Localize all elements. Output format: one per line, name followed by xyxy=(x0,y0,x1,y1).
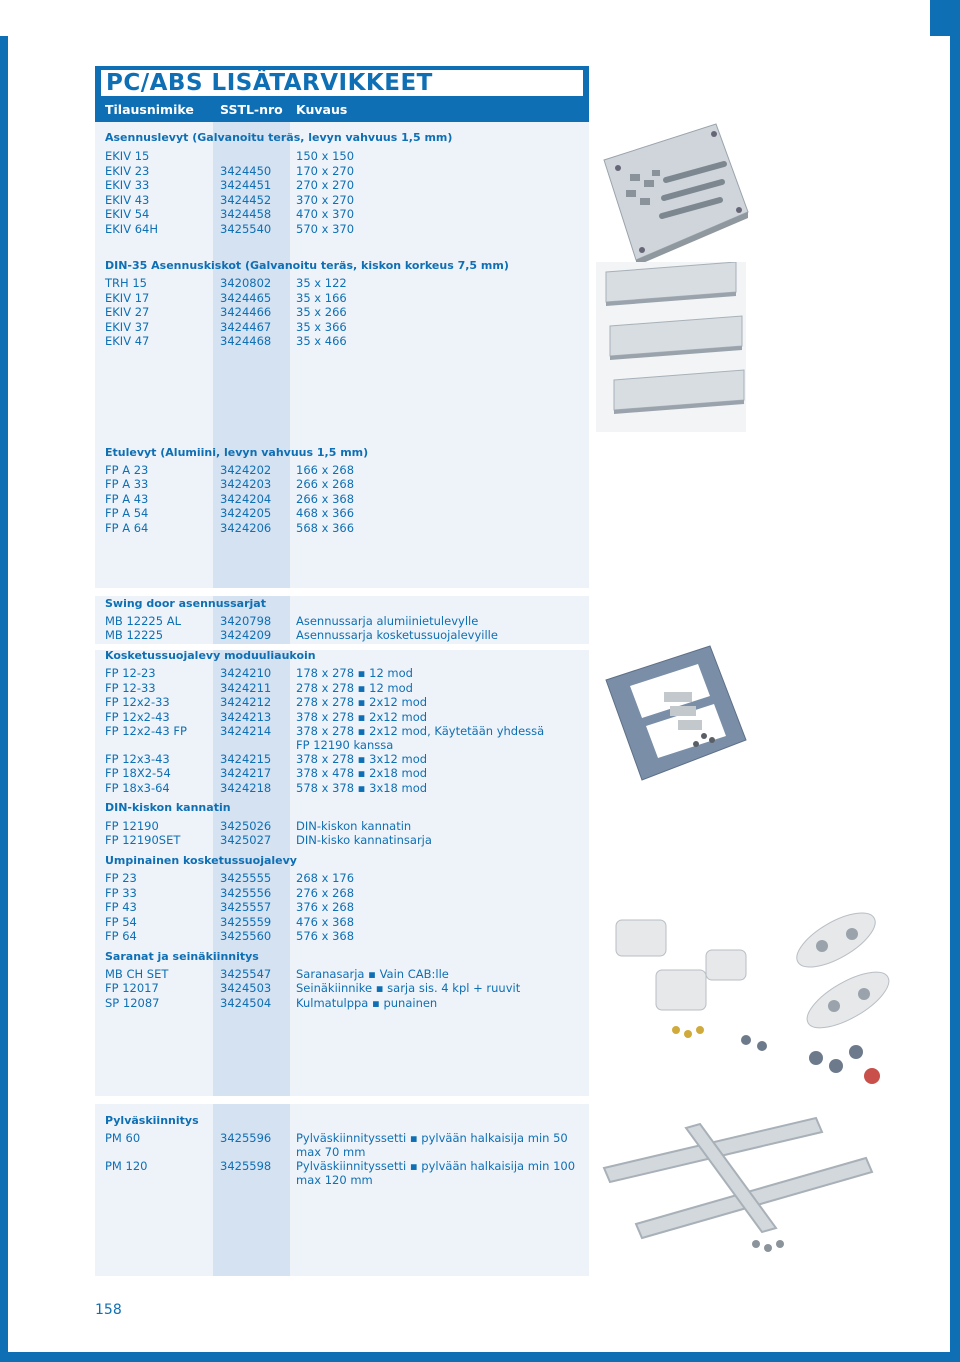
description-cell: 578 x 378 ▪ 3x18 mod xyxy=(296,781,428,795)
sstl-number-cell: 3424203 xyxy=(220,477,272,491)
description-cell: 35 x 166 xyxy=(296,291,347,305)
sstl-number-cell: 3424206 xyxy=(220,521,272,535)
touch-cover-plate-photo xyxy=(600,640,750,790)
description-cell: Asennussarja alumiinietulevylle xyxy=(296,614,479,628)
sstl-number-cell: 3424211 xyxy=(220,681,272,695)
sstl-number-cell: 3424202 xyxy=(220,463,272,477)
sstl-number-cell: 3424218 xyxy=(220,781,272,795)
sstl-number-cell: 3424450 xyxy=(220,164,272,178)
description-cell: Seinäkiinnike ▪ sarja sis. 4 kpl + ruuvit xyxy=(296,981,521,995)
page-border-right xyxy=(950,0,960,1362)
header-sstl-number: SSTL-nro xyxy=(220,102,283,117)
description-cell: 370 x 270 xyxy=(296,193,355,207)
sstl-number-cell: 3425596 xyxy=(220,1131,272,1145)
sstl-number-cell: 3425540 xyxy=(220,222,272,236)
description-cell: Pylväskiinnityssetti ▪ pylvään halkaisija min 100 xyxy=(296,1159,576,1173)
order-number-cell: PM 60 xyxy=(105,1131,141,1145)
description-cell: DIN-kisko kannatinsarja xyxy=(296,833,432,847)
sstl-number-cell: 3424209 xyxy=(220,628,272,642)
order-number-cell: EKIV 15 xyxy=(105,149,150,163)
description-cell: DIN-kiskon kannatin xyxy=(296,819,412,833)
description-cell: 178 x 278 ▪ 12 mod xyxy=(296,666,413,680)
description-cell: 468 x 366 xyxy=(296,506,355,520)
page-border-bottom xyxy=(0,1352,960,1362)
header-description: Kuvaus xyxy=(296,102,348,117)
description-cell: 266 x 368 xyxy=(296,492,355,506)
order-number-cell: EKIV 54 xyxy=(105,207,150,221)
description-cell: 270 x 270 xyxy=(296,178,355,192)
description-cell: 266 x 268 xyxy=(296,477,355,491)
pole-mounting-photo xyxy=(596,1108,896,1258)
description-cell: 378 x 278 ▪ 3x12 mod xyxy=(296,752,428,766)
sstl-number-cell: 3425547 xyxy=(220,967,272,981)
order-number-cell: FP 33 xyxy=(105,886,137,900)
order-number-cell: FP 18x3-64 xyxy=(105,781,170,795)
description-cell: 35 x 366 xyxy=(296,320,347,334)
sstl-number-cell: 3425027 xyxy=(220,833,272,847)
sstl-number-cell: 3424458 xyxy=(220,207,272,221)
order-number-cell: MB 12225 AL xyxy=(105,614,181,628)
sstl-number-cell: 3424466 xyxy=(220,305,272,319)
description-cell: 576 x 368 xyxy=(296,929,355,943)
description-cell: 276 x 268 xyxy=(296,886,355,900)
order-number-cell: FP A 54 xyxy=(105,506,149,520)
description-cell: FP 12190 kanssa xyxy=(296,738,394,752)
page-number: 158 xyxy=(95,1302,122,1318)
sstl-number-cell: 3424467 xyxy=(220,320,272,334)
order-number-cell: EKIV 17 xyxy=(105,291,150,305)
description-cell: 570 x 370 xyxy=(296,222,355,236)
order-number-cell: FP 12190 xyxy=(105,819,159,833)
sstl-number-cell: 3425026 xyxy=(220,819,272,833)
description-cell: 378 x 278 ▪ 2x12 mod, Käytetään yhdessä xyxy=(296,724,545,738)
order-number-cell: EKIV 33 xyxy=(105,178,150,192)
order-number-cell: FP 43 xyxy=(105,900,137,914)
sstl-number-cell: 3425556 xyxy=(220,886,272,900)
sstl-number-cell: 3424205 xyxy=(220,506,272,520)
order-number-cell: FP 12x2-43 FP xyxy=(105,724,187,738)
description-cell: Pylväskiinnityssetti ▪ pylvään halkaisija min 50 xyxy=(296,1131,568,1145)
sstl-number-cell: 3424503 xyxy=(220,981,272,995)
section-heading: Kosketussuojalevy moduuliaukoin xyxy=(105,649,316,662)
mounting-plate-photo xyxy=(596,120,754,270)
hinges-and-wall-brackets-photo xyxy=(596,880,906,1110)
sstl-number-cell: 3424468 xyxy=(220,334,272,348)
section-heading: Saranat ja seinäkiinnitys xyxy=(105,950,259,963)
page-border-left xyxy=(0,36,8,1362)
sstl-number-cell: 3425598 xyxy=(220,1159,272,1173)
sstl-number-cell: 3424465 xyxy=(220,291,272,305)
order-number-cell: FP A 43 xyxy=(105,492,149,506)
description-cell: 150 x 150 xyxy=(296,149,355,163)
sstl-number-cell: 3424217 xyxy=(220,766,272,780)
description-cell: 378 x 278 ▪ 2x12 mod xyxy=(296,710,428,724)
order-number-cell: FP 54 xyxy=(105,915,137,929)
sstl-number-cell: 3420798 xyxy=(220,614,272,628)
description-cell: 376 x 268 xyxy=(296,900,355,914)
description-cell: 170 x 270 xyxy=(296,164,355,178)
order-number-cell: TRH 15 xyxy=(105,276,147,290)
sstl-number-cell: 3424204 xyxy=(220,492,272,506)
order-number-cell: EKIV 23 xyxy=(105,164,150,178)
order-number-cell: FP 12-23 xyxy=(105,666,156,680)
description-cell: 476 x 368 xyxy=(296,915,355,929)
section-heading: DIN-kiskon kannatin xyxy=(105,801,231,814)
sstl-number-cell: 3425560 xyxy=(220,929,272,943)
order-number-cell: FP 12-33 xyxy=(105,681,156,695)
description-cell: 166 x 268 xyxy=(296,463,355,477)
order-number-cell: FP 12x3-43 xyxy=(105,752,170,766)
sstl-number-cell: 3424213 xyxy=(220,710,272,724)
order-number-cell: FP 64 xyxy=(105,929,137,943)
order-number-cell: FP 12017 xyxy=(105,981,159,995)
order-number-cell: MB 12225 xyxy=(105,628,164,642)
page-title: PC/ABS LISÄTARVIKKEET xyxy=(106,70,433,96)
sstl-number-cell: 3424451 xyxy=(220,178,272,192)
description-cell: 35 x 466 xyxy=(296,334,347,348)
description-cell: max 70 mm xyxy=(296,1145,366,1159)
description-cell: 268 x 176 xyxy=(296,871,355,885)
order-number-cell: EKIV 43 xyxy=(105,193,150,207)
header-order-number: Tilausnimike xyxy=(105,102,194,117)
order-number-cell: FP A 64 xyxy=(105,521,149,535)
order-number-cell: MB CH SET xyxy=(105,967,169,981)
order-number-cell: FP 18X2-54 xyxy=(105,766,171,780)
order-number-cell: SP 12087 xyxy=(105,996,160,1010)
section-heading: Etulevyt (Alumiini, levyn vahvuus 1,5 mm) xyxy=(105,446,369,459)
divider xyxy=(95,1096,589,1104)
description-cell: 35 x 266 xyxy=(296,305,347,319)
sstl-number-cell: 3424212 xyxy=(220,695,272,709)
section-heading: DIN-35 Asennuskiskot (Galvanoitu teräs, kiskon korkeus 7,5 mm) xyxy=(105,259,509,272)
order-number-cell: EKIV 37 xyxy=(105,320,150,334)
sstl-number-cell: 3425557 xyxy=(220,900,272,914)
description-cell: 378 x 478 ▪ 2x18 mod xyxy=(296,766,428,780)
description-cell: 35 x 122 xyxy=(296,276,347,290)
divider xyxy=(95,588,589,596)
section-heading: Asennuslevyt (Galvanoitu teräs, levyn vahvuus 1,5 mm) xyxy=(105,131,453,144)
description-cell: 278 x 278 ▪ 2x12 mod xyxy=(296,695,428,709)
sstl-number-cell: 3424214 xyxy=(220,724,272,738)
order-number-cell: FP 12x2-43 xyxy=(105,710,170,724)
description-cell: Asennussarja kosketussuojalevyille xyxy=(296,628,498,642)
description-cell: 278 x 278 ▪ 12 mod xyxy=(296,681,413,695)
order-number-cell: FP 12x2-33 xyxy=(105,695,170,709)
sstl-number-cell: 3425559 xyxy=(220,915,272,929)
sstl-number-cell: 3424215 xyxy=(220,752,272,766)
description-cell: max 120 mm xyxy=(296,1173,373,1187)
order-number-cell: EKIV 64H xyxy=(105,222,159,236)
section-heading: Swing door asennussarjat xyxy=(105,597,266,610)
sstl-number-cell: 3424452 xyxy=(220,193,272,207)
order-number-cell: FP A 33 xyxy=(105,477,149,491)
section-heading: Umpinainen kosketussuojalevy xyxy=(105,854,297,867)
sstl-number-cell: 3425555 xyxy=(220,871,272,885)
order-number-cell: PM 120 xyxy=(105,1159,148,1173)
order-number-cell: EKIV 27 xyxy=(105,305,150,319)
description-cell: Kulmatulppa ▪ punainen xyxy=(296,996,438,1010)
description-cell: 568 x 366 xyxy=(296,521,355,535)
sstl-number-cell: 3420802 xyxy=(220,276,272,290)
description-cell: 470 x 370 xyxy=(296,207,355,221)
section-heading: Pylväskiinnitys xyxy=(105,1114,199,1127)
order-number-cell: FP 23 xyxy=(105,871,137,885)
sstl-number-cell: 3424210 xyxy=(220,666,272,680)
description-cell: Saranasarja ▪ Vain CAB:lle xyxy=(296,967,449,981)
order-number-cell: FP A 23 xyxy=(105,463,149,477)
sstl-number-cell: 3424504 xyxy=(220,996,272,1010)
din-rail-photo xyxy=(596,262,746,432)
order-number-cell: FP 12190SET xyxy=(105,833,181,847)
order-number-cell: EKIV 47 xyxy=(105,334,150,348)
